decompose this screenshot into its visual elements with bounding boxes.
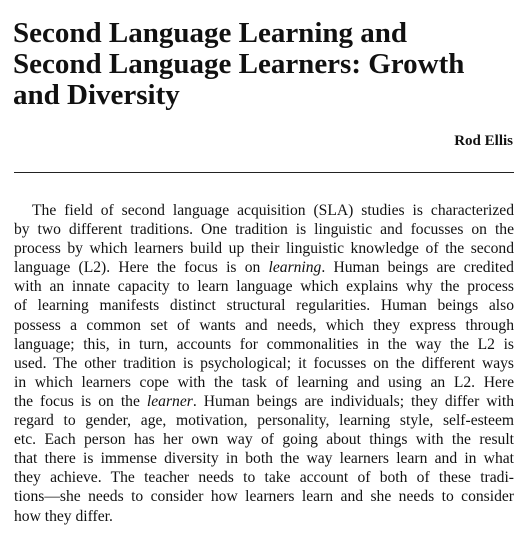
line-text: that there is immense diversity in both the way learners learn and in what [14,450,514,468]
line-text: tions—she needs to consider how learners learn and she needs to consider [14,488,514,506]
line-text: regard to gender, age, motivation, personality, learning style, self-esteem [14,412,514,430]
line-text: by two different traditions. One tradition is linguistic and focusses on the [14,221,514,239]
paragraph-line [14,277,514,296]
paragraph-line [14,239,514,258]
header-divider [14,172,514,173]
paragraph-line [14,392,514,411]
paragraph-line [14,354,514,373]
article-title-line-1: Second Language Learning and [13,17,408,49]
line-text: in which learners cope with the task of learning and using an L2. Here [14,373,514,391]
paragraph-line [14,373,514,392]
paragraph-line [14,449,514,468]
line-text: . Human beings are individuals; they differ with [192,392,514,410]
emphasized-term: learning [268,259,322,277]
article-title-line-3: and Diversity [13,79,180,111]
line-text: how they differ. [14,507,113,525]
line-text: with an innate capacity to learn language which explains why the process [14,278,514,296]
paragraph-line [14,335,514,354]
line-text: of learning manifests distinct structural regularities. Human beings also [14,297,514,315]
line-text: language; this, in turn, accounts for commonalities in the way the L2 is [14,335,514,353]
paragraph-line [14,258,514,277]
paragraph-line [14,296,514,315]
line-text: The field of second language acquisition (SLA) studies is characterized [32,202,514,219]
paragraph-line [14,220,514,239]
emphasized-term: learner [146,392,193,410]
article-title [13,18,513,111]
article-title-line-2: Second Language Learners: Growth [13,48,465,80]
line-text: they achieve. The teacher needs to take account of both of these tradi- [14,469,514,487]
line-text: possess a common set of wants and needs, which they express through [14,316,514,334]
paragraph-line [14,468,514,487]
line-text: . Human beings are credited [321,259,514,277]
paragraph-line [14,507,514,526]
line-text: language (L2). Here the focus is on [14,259,269,277]
paragraph-line [14,316,514,335]
line-text: used. The other tradition is psychological; it focusses on the different ways [14,354,514,372]
paragraph-line [14,487,514,506]
line-text: process by which learners build up their linguistic knowledge of the second [14,240,514,258]
paragraph-line [14,201,514,220]
line-text: etc. Each person has her own way of going about things with the result [14,431,514,449]
line-text: the focus is on the [14,392,147,410]
paragraph-line [14,411,514,430]
body-paragraph [14,201,514,526]
paragraph-line [14,430,514,449]
author-name: Rod Ellis [454,133,513,149]
